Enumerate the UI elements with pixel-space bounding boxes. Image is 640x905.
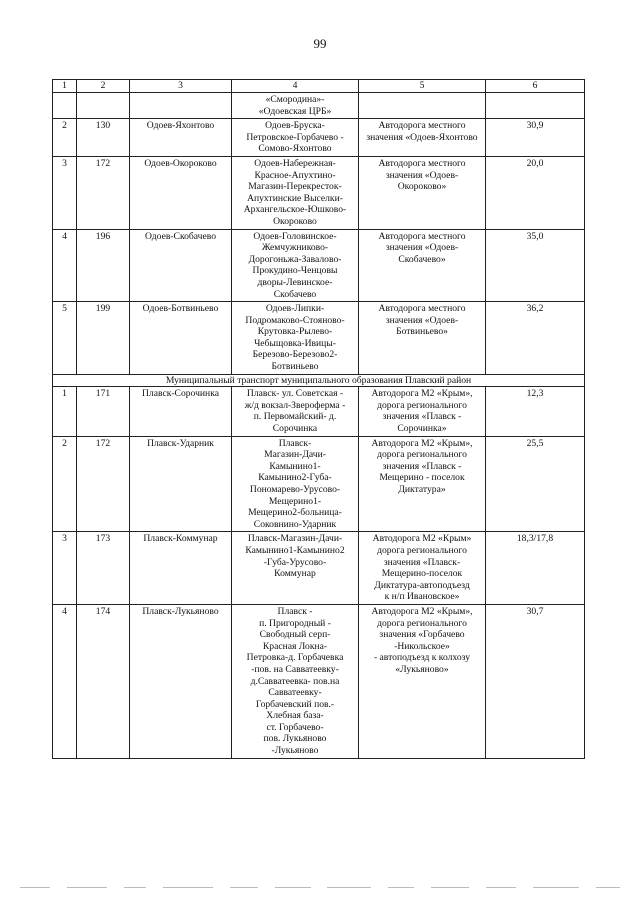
- cell-road: Автодорога М2 «Крым» дорога регионального значения «Плавск- Мещерино-поселок Диктатура-автоподъезд к н/п Ивановское»: [359, 532, 486, 605]
- cell-length: 25,5: [486, 436, 585, 532]
- cell-route-no: 171: [77, 387, 130, 436]
- cell-route-no: 196: [77, 229, 130, 302]
- cell-stops: Одоев-Липки- Подромаково-Стояново- Крутовка-Рылево- Чебыщовка-Ивицы- Березово-Березово2- Ботвиньево: [232, 302, 359, 375]
- cell-length: 18,3/17,8: [486, 532, 585, 605]
- cell-length: 20,0: [486, 156, 585, 229]
- cell-length: 35,0: [486, 229, 585, 302]
- cell-num: 3: [53, 156, 77, 229]
- table-row: [53, 156, 585, 229]
- cell-road: Автодорога местного значения «Одоев- Ботвиньево»: [359, 302, 486, 375]
- cell-name: Одоев-Окороково: [130, 156, 232, 229]
- cell-route-no: 173: [77, 532, 130, 605]
- cell-stops: Плавск- ул. Советская - ж/д вокзал-Звероферма - п. Первомайский- д. Сорочинка: [232, 387, 359, 436]
- cell-num: 5: [53, 302, 77, 375]
- cell-num: 4: [53, 229, 77, 302]
- cell-num: 3: [53, 532, 77, 605]
- header-col-3: 3: [130, 80, 232, 93]
- cell-num: 4: [53, 604, 77, 758]
- cell-route-no: 172: [77, 156, 130, 229]
- cell-name: Одоев-Скобачево: [130, 229, 232, 302]
- table-row: [53, 302, 585, 375]
- cell-route-no: 130: [77, 119, 130, 157]
- cell-length: [486, 93, 585, 119]
- cell-num: 1: [53, 387, 77, 436]
- cell-road: Автодорога местного значения «Одоев- Скобачево»: [359, 229, 486, 302]
- table-row: [53, 436, 585, 532]
- cell-name: Плавск-Коммунар: [130, 532, 232, 605]
- footer-scan-marks: [20, 884, 620, 890]
- cell-num: [53, 93, 77, 119]
- cell-route-no: [77, 93, 130, 119]
- cell-road: Автодорога М2 «Крым», дорога регионального значения «Горбачево -Никольское» - автоподъезд к колхозу «Лукьяново»: [359, 604, 486, 758]
- cell-stops: «Смородина»- «Одоевская ЦРБ»: [232, 93, 359, 119]
- cell-stops: Одоев-Бруска- Петровское-Горбачево - Сомово-Яхонтово: [232, 119, 359, 157]
- continuation-row: [53, 93, 585, 119]
- section-heading-row: [53, 374, 585, 387]
- cell-stops: Плавск-Магазин-Дачи- Камынино1-Камынино2 -Губа-Урусово- Коммунар: [232, 532, 359, 605]
- cell-road: Автодорога М2 «Крым», дорога регионального значения «Плавск - Мещерино - поселок Диктатура»: [359, 436, 486, 532]
- table-row: [53, 387, 585, 436]
- cell-name: Плавск-Ударник: [130, 436, 232, 532]
- cell-route-no: 172: [77, 436, 130, 532]
- table-row: [53, 229, 585, 302]
- cell-length: 12,3: [486, 387, 585, 436]
- table-row: [53, 119, 585, 157]
- cell-route-no: 199: [77, 302, 130, 375]
- cell-length: 36,2: [486, 302, 585, 375]
- cell-route-no: 174: [77, 604, 130, 758]
- cell-road: [359, 93, 486, 119]
- cell-stops: Одоев-Головинское- Жемчужниково- Дорогоньжа-Завалово- Прокудино-Ченцовы дворы-Левинское- Скобачево: [232, 229, 359, 302]
- cell-length: 30,7: [486, 604, 585, 758]
- cell-name: Плавск-Сорочинка: [130, 387, 232, 436]
- header-col-5: 5: [359, 80, 486, 93]
- header-col-2: 2: [77, 80, 130, 93]
- cell-road: Автодорога местного значения «Одоев- Окороково»: [359, 156, 486, 229]
- cell-stops: Плавск- Магазин-Дачи- Камынино1- Камынино2-Губа- Пономарево-Урусово- Мещерино1- Мещерино2-больница- Соковнино-Ударник: [232, 436, 359, 532]
- cell-road: Автодорога местного значения «Одоев-Яхонтово: [359, 119, 486, 157]
- header-col-4: 4: [232, 80, 359, 93]
- cell-name: Плавск-Лукьяново: [130, 604, 232, 758]
- cell-name: Одоев-Ботвиньево: [130, 302, 232, 375]
- routes-table: [52, 79, 585, 759]
- cell-stops: Плавск - п. Пригородный - Свободный серп- Красная Локна- Петровка-д. Горбачевка -пов. на Савватеевку- д.Савватеевка- пов.на Савватеевку- Горбачевский пов.- Хлебная база- ст. Горбачево- пов. Лукьяново -Лукьяново: [232, 604, 359, 758]
- cell-road: Автодорога М2 «Крым», дорога регионального значения «Плавск - Сорочинка»: [359, 387, 486, 436]
- table-row: [53, 532, 585, 605]
- section-title: Муниципальный транспорт муниципального образования Плавский район: [53, 374, 585, 387]
- page-number: 99: [313, 36, 327, 51]
- cell-num: 2: [53, 119, 77, 157]
- cell-length: 30,9: [486, 119, 585, 157]
- cell-num: 2: [53, 436, 77, 532]
- header-col-6: 6: [486, 80, 585, 93]
- cell-stops: Одоев-Набережная- Красное-Апухтино- Магазин-Перекресток- Апухтинские Выселки- Архангельское-Юшково- Окороково: [232, 156, 359, 229]
- cell-name: Одоев-Яхонтово: [130, 119, 232, 157]
- table-header-row: [53, 80, 585, 93]
- header-col-1: 1: [53, 80, 77, 93]
- table-row: [53, 604, 585, 758]
- cell-name: [130, 93, 232, 119]
